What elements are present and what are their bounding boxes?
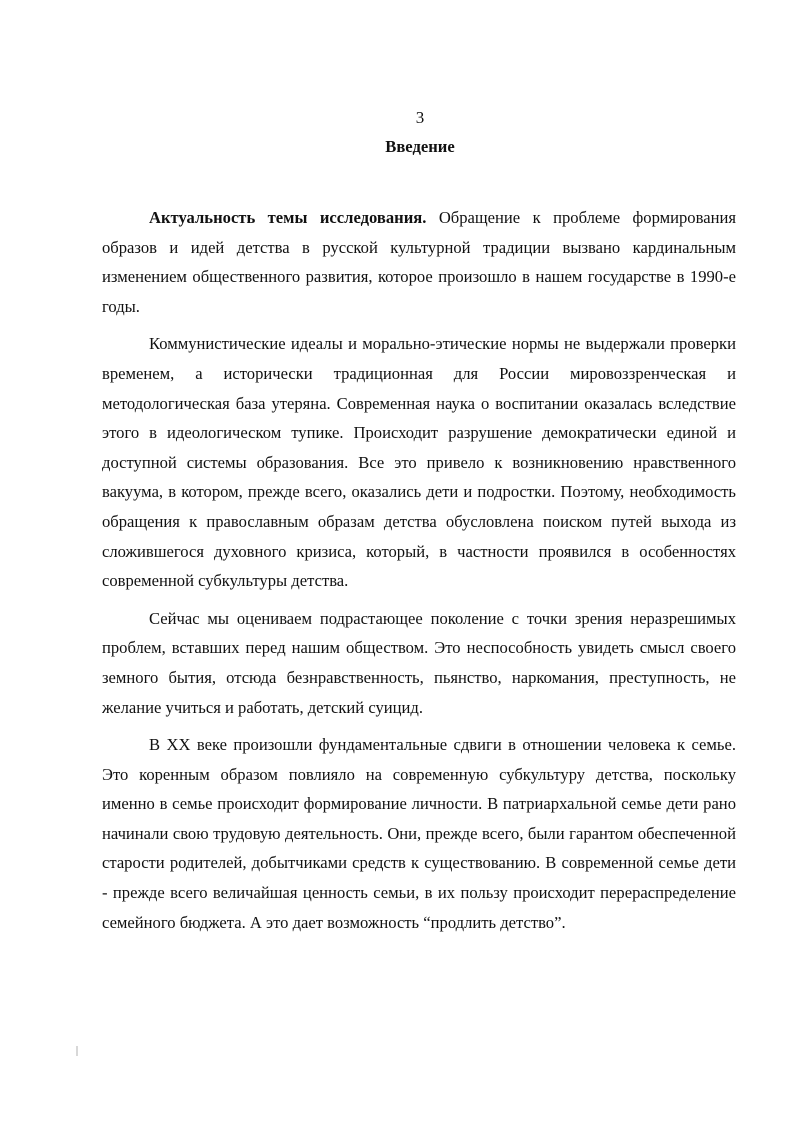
paragraph-text: Обращение к проблеме формирования образов и идей детства в русской культурной традиции вызвано кардинальным изменением общественного развития, которое произошло в нашем государстве в 1990-е годы. [102, 208, 736, 316]
paragraph-communist-ideals: Коммунистические идеалы и морально-этические нормы не выдержали проверки временем, а исторически традиционная для России мировоззренческая и методологическая база утеряна. Современная наука о воспитании оказалась вследствие этого в идеологическом тупике. Происходит разрушение демократически единой и доступной системы образования. Все это привело к возникновению нравственного вакуума, в котором, прежде всего, оказались дети и подростки. Поэтому, необходимость обращения к православным образам детства обусловлена поиском путей выхода из сложившегося духовного кризиса, который, в частности проявился в особенностях современной субкультуры детства. [102, 334, 736, 591]
paragraph-relevance [102, 203, 736, 321]
paragraph-family: В XX веке произошли фундаментальные сдвиги в отношении человека к семье. Это коренным образом повлияло на современную субкультуру детства, поскольку именно в семье происходит формирование личности. В патриархальной семье дети рано начинали свою трудовую деятельность. Они, прежде всего, были гарантом обеспеченной старости родителей, добытчиками средств к существованию. В современной семье дети - прежде всего величайшая ценность семьи, в их пользу происходит перераспределение семейного бюджета. А это дает возможность “продлить детство”. [102, 735, 736, 932]
paragraph-young-generation: Сейчас мы оцениваем подрастающее поколение с точки зрения неразрешимых проблем, вставших перед нашим обществом. Это неспособность увидеть смысл своего земного бытия, отсюда безнравственность, пьянство, наркомания, преступность, не желание учиться и работать, детский суицид. [102, 608, 736, 717]
scan-edge-mark [76, 1046, 78, 1056]
body-text [102, 203, 736, 945]
section-heading: Введение [385, 137, 455, 156]
paragraph-lead: Актуальность темы исследования. [149, 208, 427, 227]
page-number: 3 [415, 108, 425, 127]
